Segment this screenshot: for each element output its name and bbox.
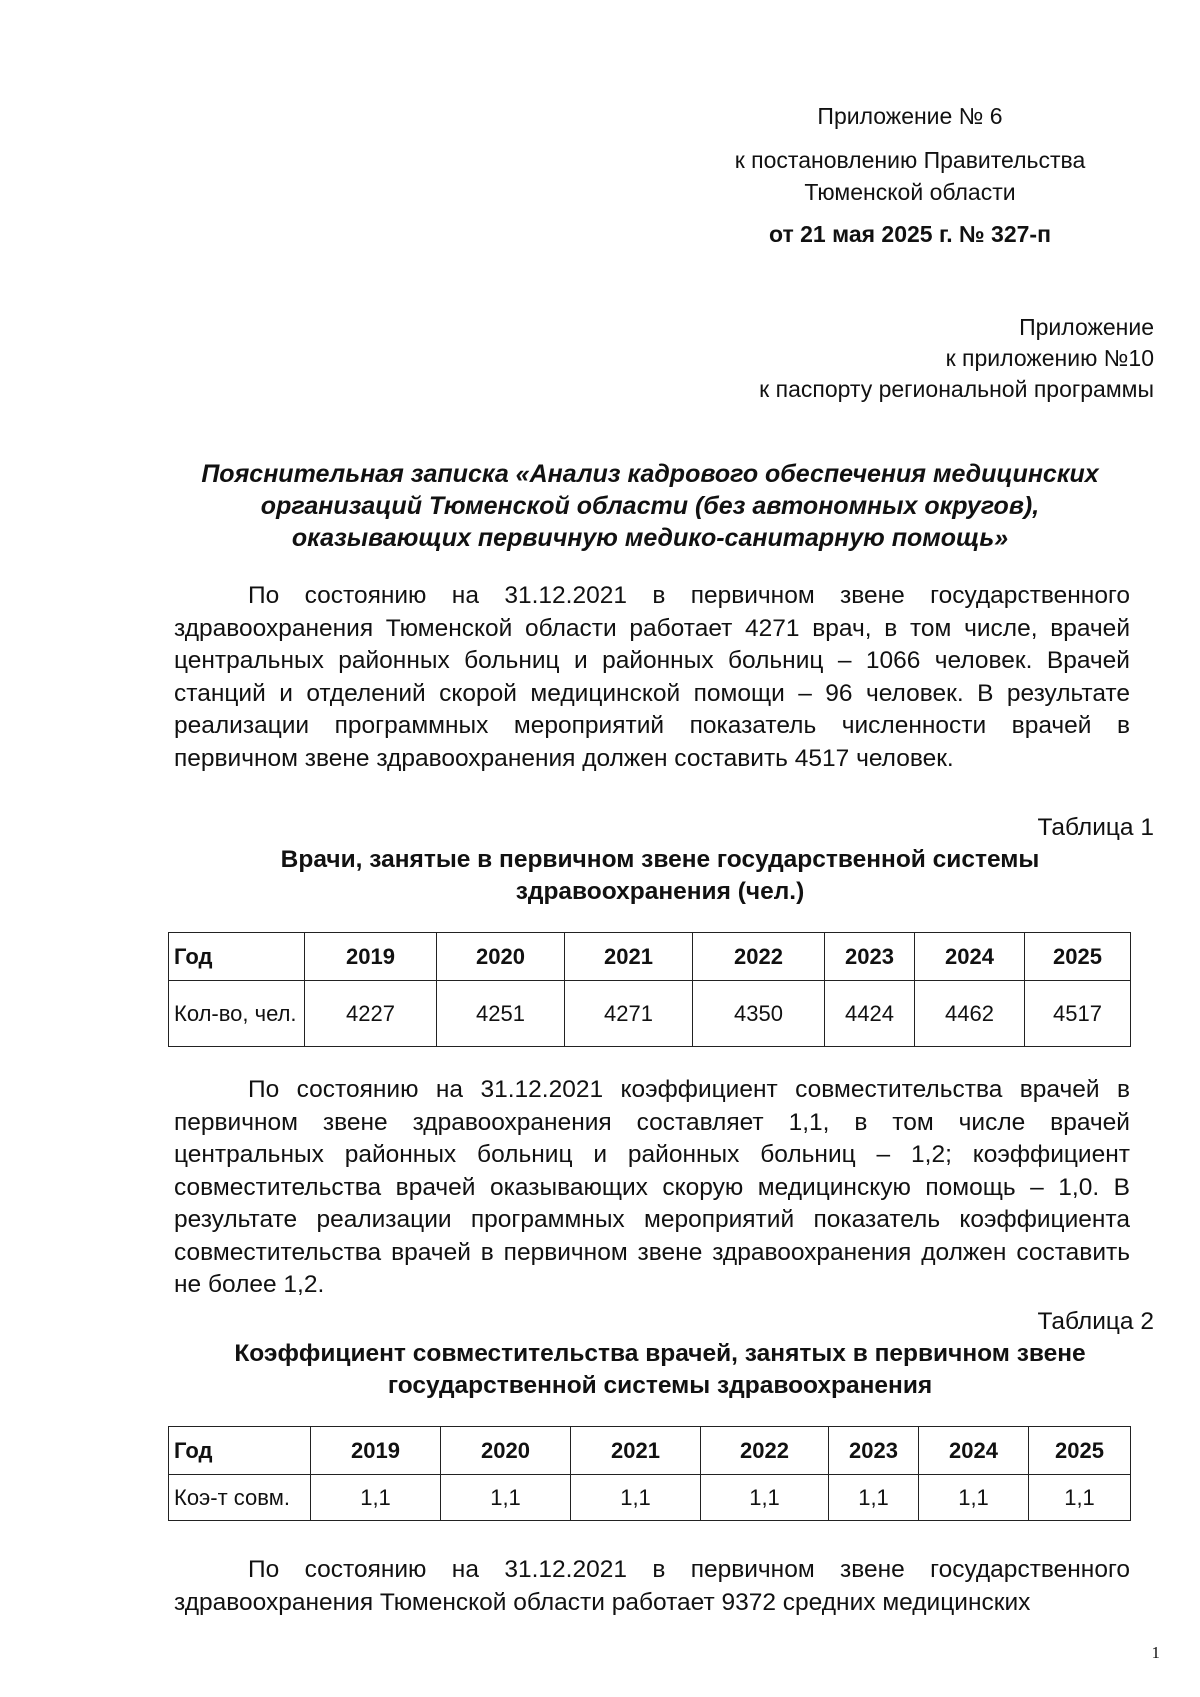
header-cell: 2019 bbox=[305, 933, 437, 981]
table2-label: Таблица 2 bbox=[1037, 1308, 1154, 1335]
resolution-date: от 21 мая 2025 г. № 327-п bbox=[769, 221, 1051, 247]
header-cell: 2024 bbox=[915, 933, 1025, 981]
header-cell: 2025 bbox=[1025, 933, 1131, 981]
row-label-cell: Кол-во, чел. bbox=[169, 981, 305, 1047]
appendix-parent: к приложению №10 bbox=[945, 345, 1154, 371]
value-cell: 4350 bbox=[693, 981, 825, 1047]
paragraph-doctors-count: По состоянию на 31.12.2021 в первичном звене государственного здравоохранения Тюменской области работает 4271 врач, в том числе, врачей центральных районных больниц и районных больниц – 1066 человек. Врачей станций и отделений скорой медицинской помощи – 96 человек. В результате реализации программных мероприятий показатель численности врачей в первичном звене здравоохранения должен составить 4517 человек. bbox=[174, 582, 1130, 772]
header-cell: 2019 bbox=[311, 1427, 441, 1475]
header-cell: Год bbox=[169, 1427, 311, 1475]
program-passport: к паспорту региональной программы bbox=[759, 376, 1154, 402]
header-cell: 2023 bbox=[825, 933, 915, 981]
coefficient-table bbox=[168, 1426, 1131, 1521]
appendix-number: Приложение № 6 bbox=[817, 103, 1003, 129]
header-cell: 2025 bbox=[1029, 1427, 1131, 1475]
header-cell: 2022 bbox=[701, 1427, 829, 1475]
value-cell: 4462 bbox=[915, 981, 1025, 1047]
resolution-reference: к постановлению Правительства bbox=[734, 147, 1086, 173]
header-cell: 2020 bbox=[441, 1427, 571, 1475]
page-number: 1 bbox=[1151, 1643, 1160, 1662]
value-cell: 1,1 bbox=[701, 1475, 829, 1521]
value-cell: 4251 bbox=[437, 981, 565, 1047]
value-cell: 4517 bbox=[1025, 981, 1131, 1047]
region-name: Тюменской области bbox=[804, 179, 1016, 205]
value-cell: 1,1 bbox=[571, 1475, 701, 1521]
header-cell: 2024 bbox=[919, 1427, 1029, 1475]
header-cell: 2020 bbox=[437, 933, 565, 981]
value-cell: 1,1 bbox=[441, 1475, 571, 1521]
value-cell: 1,1 bbox=[1029, 1475, 1131, 1521]
header-cell: Год bbox=[169, 933, 305, 981]
value-cell: 4424 bbox=[825, 981, 915, 1047]
value-cell: 4227 bbox=[305, 981, 437, 1047]
table-row bbox=[169, 981, 1131, 1047]
value-cell: 1,1 bbox=[311, 1475, 441, 1521]
table-header-row bbox=[169, 1427, 1131, 1475]
header-cell: 2023 bbox=[829, 1427, 919, 1475]
header-cell: 2021 bbox=[565, 933, 693, 981]
paragraph-nurses: По состоянию на 31.12.2021 в первичном звене государственного здравоохранения Тюменской области работает 9372 средних медицинских bbox=[174, 1556, 1130, 1616]
row-label-cell: Коэ-т совм. bbox=[169, 1475, 311, 1521]
table1-caption: Врачи, занятые в первичном звене государственной системы здравоохранения (чел.) bbox=[280, 846, 1040, 905]
table1-label: Таблица 1 bbox=[1037, 814, 1154, 841]
appendix-label: Приложение bbox=[1019, 314, 1154, 340]
value-cell: 1,1 bbox=[919, 1475, 1029, 1521]
table2-caption: Коэффициент совместительства врачей, занятых в первичном звене государственной системы здравоохранения bbox=[234, 1340, 1086, 1399]
value-cell: 4271 bbox=[565, 981, 693, 1047]
value-cell: 1,1 bbox=[829, 1475, 919, 1521]
header-cell: 2021 bbox=[571, 1427, 701, 1475]
doctors-table bbox=[168, 932, 1131, 1047]
document-title: Пояснительная записка «Анализ кадрового обеспечения медицинских организаций Тюменской области (без автономных округов), оказывающих первичную медико-санитарную помощь» bbox=[201, 460, 1099, 552]
header-cell: 2022 bbox=[693, 933, 825, 981]
table-row bbox=[169, 1475, 1131, 1521]
table-header-row bbox=[169, 933, 1131, 981]
paragraph-coefficient: По состоянию на 31.12.2021 коэффициент совместительства врачей в первичном звене здравоохранения составляет 1,1, в том числе врачей центральных районных больниц и районных больниц – 1,2; коэффициент совместительства врачей оказывающих скорую медицинскую помощь – 1,0. В результате реализации программных мероприятий показатель коэффициента совместительства врачей в первичном звене здравоохранения должен составить не более 1,2. bbox=[174, 1076, 1130, 1298]
